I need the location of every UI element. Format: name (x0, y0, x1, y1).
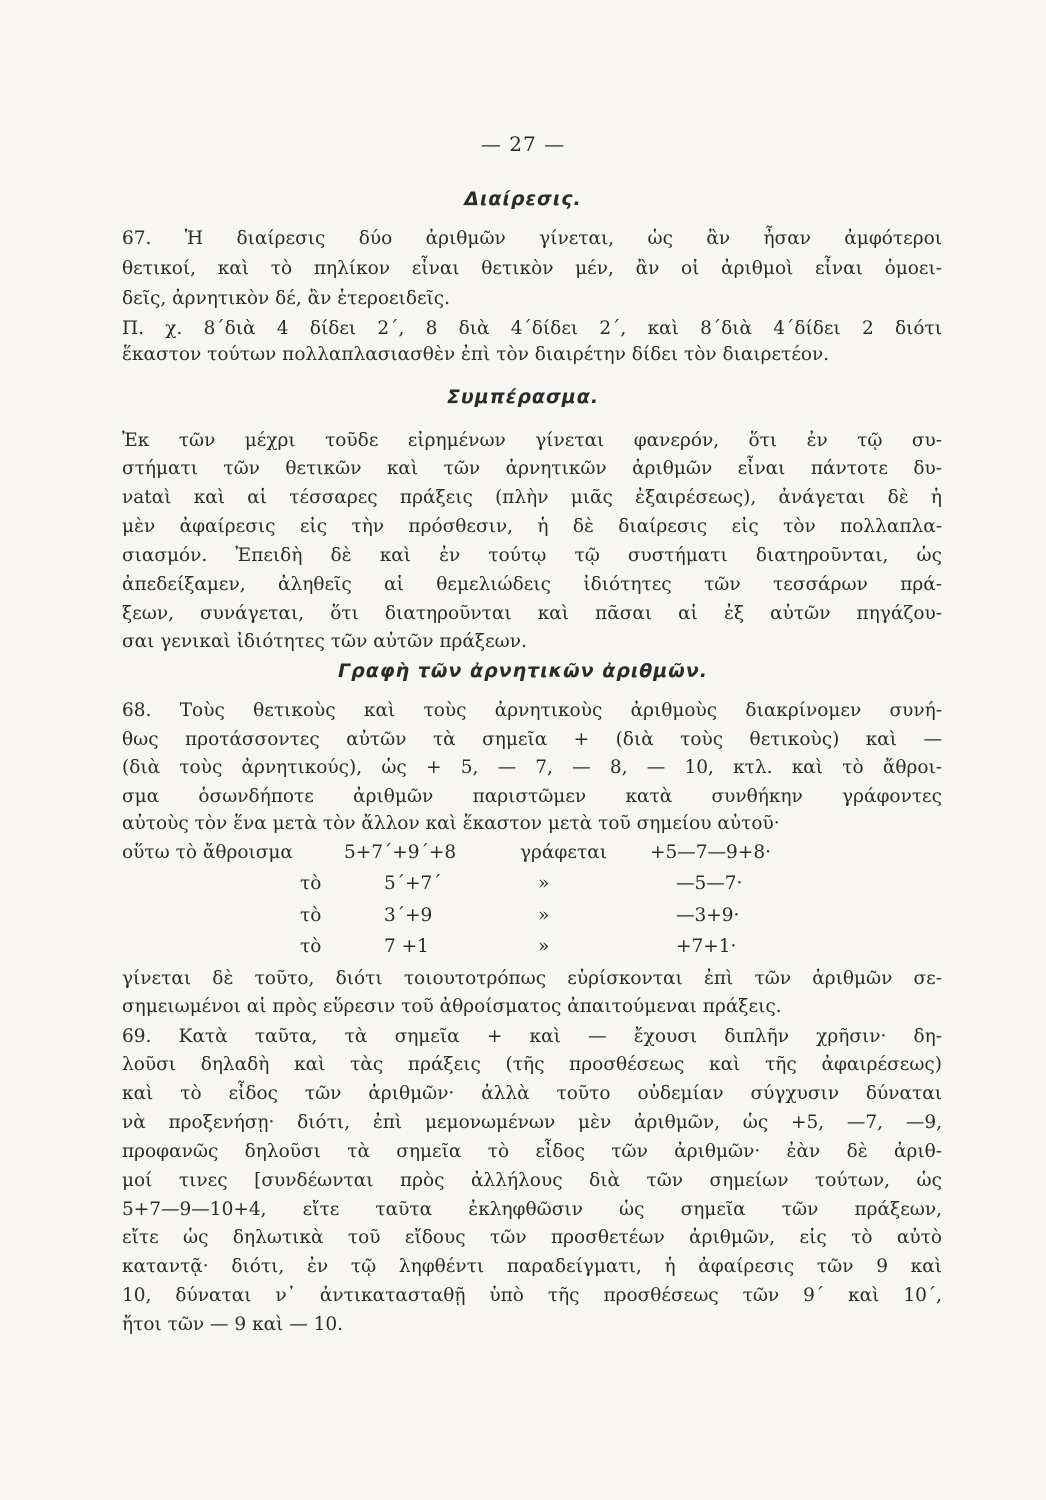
example-expression: 5+7΄+9΄+8 (344, 842, 457, 863)
text-line: σιασμόν. Ἐπειδὴ δὲ καὶ ἐν τούτῳ τῷ συστήματι διατηροῦνται, ὡς (122, 545, 942, 566)
text-line: σμα ὁσωνδήποτε ἀριθμῶν παριστῶμεν κατὰ συνθήκην γράφοντες (122, 786, 942, 807)
text-line: 69. Κατὰ ταῦτα, τὰ σημεῖα + καὶ — ἔχουσι διπλῆν χρῆσιν· δη- (122, 1026, 942, 1047)
text-line: μοί τινες [συνδέωνται πρὸς ἀλλήλους διὰ τῶν σημείων τούτων, ὡς (122, 1170, 942, 1191)
text-line: θως προτάσσοντες αὐτῶν τὰ σημεῖα + (διὰ τοὺς θετικοὺς) καὶ — (122, 729, 942, 750)
example-expression: 3΄+9 (384, 905, 433, 926)
example-verb: » (538, 936, 550, 957)
text-line: νὰ προξενήσῃ· διότι, ἐπὶ μεμονωμένων μὲν ἀριθμῶν, ὡς +5, —7, —9, (122, 1112, 942, 1133)
text-line: Π. χ. 8΄διὰ 4 δίδει 2΄, 8 διὰ 4΄δίδει 2΄, καὶ 8΄διὰ 4΄δίδει 2 διότι (122, 318, 942, 339)
example-prefix: τὸ (300, 905, 322, 926)
text-line: λοῦσι δηλαδὴ καὶ τὰς πράξεις (τῆς προσθέσεως καὶ τῆς ἀφαιρέσεως) (122, 1054, 942, 1075)
text-line: 68. Τοὺς θετικοὺς καὶ τοὺς ἀρνητικοὺς ἀριθμοὺς διακρίνομεν συνή- (122, 700, 942, 721)
example-verb: » (538, 905, 550, 926)
text-line: νatαὶ καὶ αἱ τέσσαρες πράξεις (πλὴν μιᾶς ἐξαιρέσεως), ἀνάγεται δὲ ἡ (122, 487, 942, 508)
text-line: 67. Ἡ διαίρεσις δύο ἀριθμῶν γίνεται, ὡς ἂν ἦσαν ἀμφότεροι (122, 228, 942, 249)
text-line: ξεων, συνάγεται, ὅτι διατηροῦνται καὶ πᾶσαι αἱ ἐξ αὐτῶν πηγάζου- (122, 603, 942, 624)
example-prefix: τὸ (300, 936, 322, 957)
text-line: σημειωμένοι αἱ πρὸς εὕρεσιν τοῦ ἀθροίσματος ἀπαιτούμεναι πράξεις. (122, 996, 782, 1017)
text-line: ἕκαστον τούτων πολλαπλασιασθὲν ἐπὶ τὸν διαιρέτην δίδει τὸν διαιρετέον. (122, 344, 830, 365)
example-expression: 7 +1 (384, 936, 429, 957)
example-result: +7+1· (676, 936, 737, 957)
example-verb: » (538, 873, 550, 894)
text-line: αὐτοὺς τὸν ἕνα μετὰ τὸν ἄλλον καὶ ἕκαστον μετὰ τοῦ σημείου αὐτοῦ· (122, 813, 780, 834)
text-line: θετικοί, καὶ τὸ πηλίκον εἶναι θετικὸν μέν, ἂν οἱ ἀριθμοὶ εἶναι ὁμοει- (122, 258, 942, 279)
text-line: 10, δύναται ν᾽ ἀντικατασταθῇ ὑπὸ τῆς προσθέσεως τῶν 9΄ καὶ 10΄, (122, 1285, 942, 1306)
text-line: στήματι τῶν θετικῶν καὶ τῶν ἀρνητικῶν ἀριθμῶν εἶναι πάντοτε δυ- (122, 458, 942, 479)
heading-notation: Γραφὴ τῶν ἀρνητικῶν ἀριθμῶν. (338, 660, 708, 682)
heading-division: Διαίρεσις. (464, 188, 582, 210)
text-line: ἀπεδείξαμεν, ἀληθεῖς αἱ θεμελιώδεις ἰδιότητες τῶν τεσσάρων πρά- (122, 574, 942, 595)
text-line: ἤτοι τῶν — 9 καὶ — 10. (122, 1314, 344, 1335)
example-result: +5—7—9+8· (650, 842, 771, 863)
text-line: καὶ τὸ εἶδος τῶν ἀριθμῶν· ἀλλὰ τοῦτο οὐδεμίαν σύγχυσιν δύναται (122, 1083, 942, 1104)
text-line: καταντᾷ· διότι, ἐν τῷ ληφθέντι παραδείγματι, ἡ ἀφαίρεσις τῶν 9 καὶ (122, 1256, 942, 1277)
example-prefix: τὸ (300, 873, 322, 894)
text-line: γίνεται δὲ τοῦτο, διότι τοιουτοτρόπως εὑρίσκονται ἐπὶ τῶν ἀριθμῶν σε- (122, 968, 942, 989)
text-line: μὲν ἀφαίρεσις εἰς τὴν πρόσθεσιν, ἡ δὲ διαίρεσις εἰς τὸν πολλαπλα- (122, 516, 942, 537)
example-result: —5—7· (676, 873, 743, 894)
text-line: εἴτε ὡς δηλωτικὰ τοῦ εἴδους τῶν προσθετέων ἀριθμῶν, εἰς τὸ αὐτὸ (122, 1227, 942, 1248)
text-line: δεῖς, ἀρνητικὸν δέ, ἂν ἑτεροειδεῖς. (122, 288, 451, 309)
example-prefix: οὕτω τὸ ἄθροισμα (122, 842, 293, 863)
text-line: προφανῶς δηλοῦσι τὰ σημεῖα τὸ εἶδος τῶν ἀριθμῶν· ἐὰν δὲ ἀριθ- (122, 1141, 942, 1162)
heading-conclusion: Συμπέρασμα. (446, 386, 600, 408)
text-line: Ἐκ τῶν μέχρι τοῦδε εἰρημένων γίνεται φανερόν, ὅτι ἐν τῷ συ- (122, 430, 942, 451)
example-expression: 5΄+7΄ (384, 873, 442, 894)
page-number: — 27 — (480, 132, 566, 156)
text-line: 5+7—9—10+4, εἴτε ταῦτα ἐκληφθῶσιν ὡς σημεῖα τῶν πράξεων, (122, 1199, 942, 1220)
text-line: σαι γενικαὶ ἰδιότητες τῶν αὐτῶν πράξεων. (122, 631, 527, 652)
text-line: (διὰ τοὺς ἀρνητικούς), ὡς + 5, — 7, — 8, — 10, κτλ. καὶ τὸ ἄθροι- (122, 757, 942, 778)
example-verb: γράφεται (520, 842, 607, 863)
example-result: —3+9· (676, 905, 740, 926)
